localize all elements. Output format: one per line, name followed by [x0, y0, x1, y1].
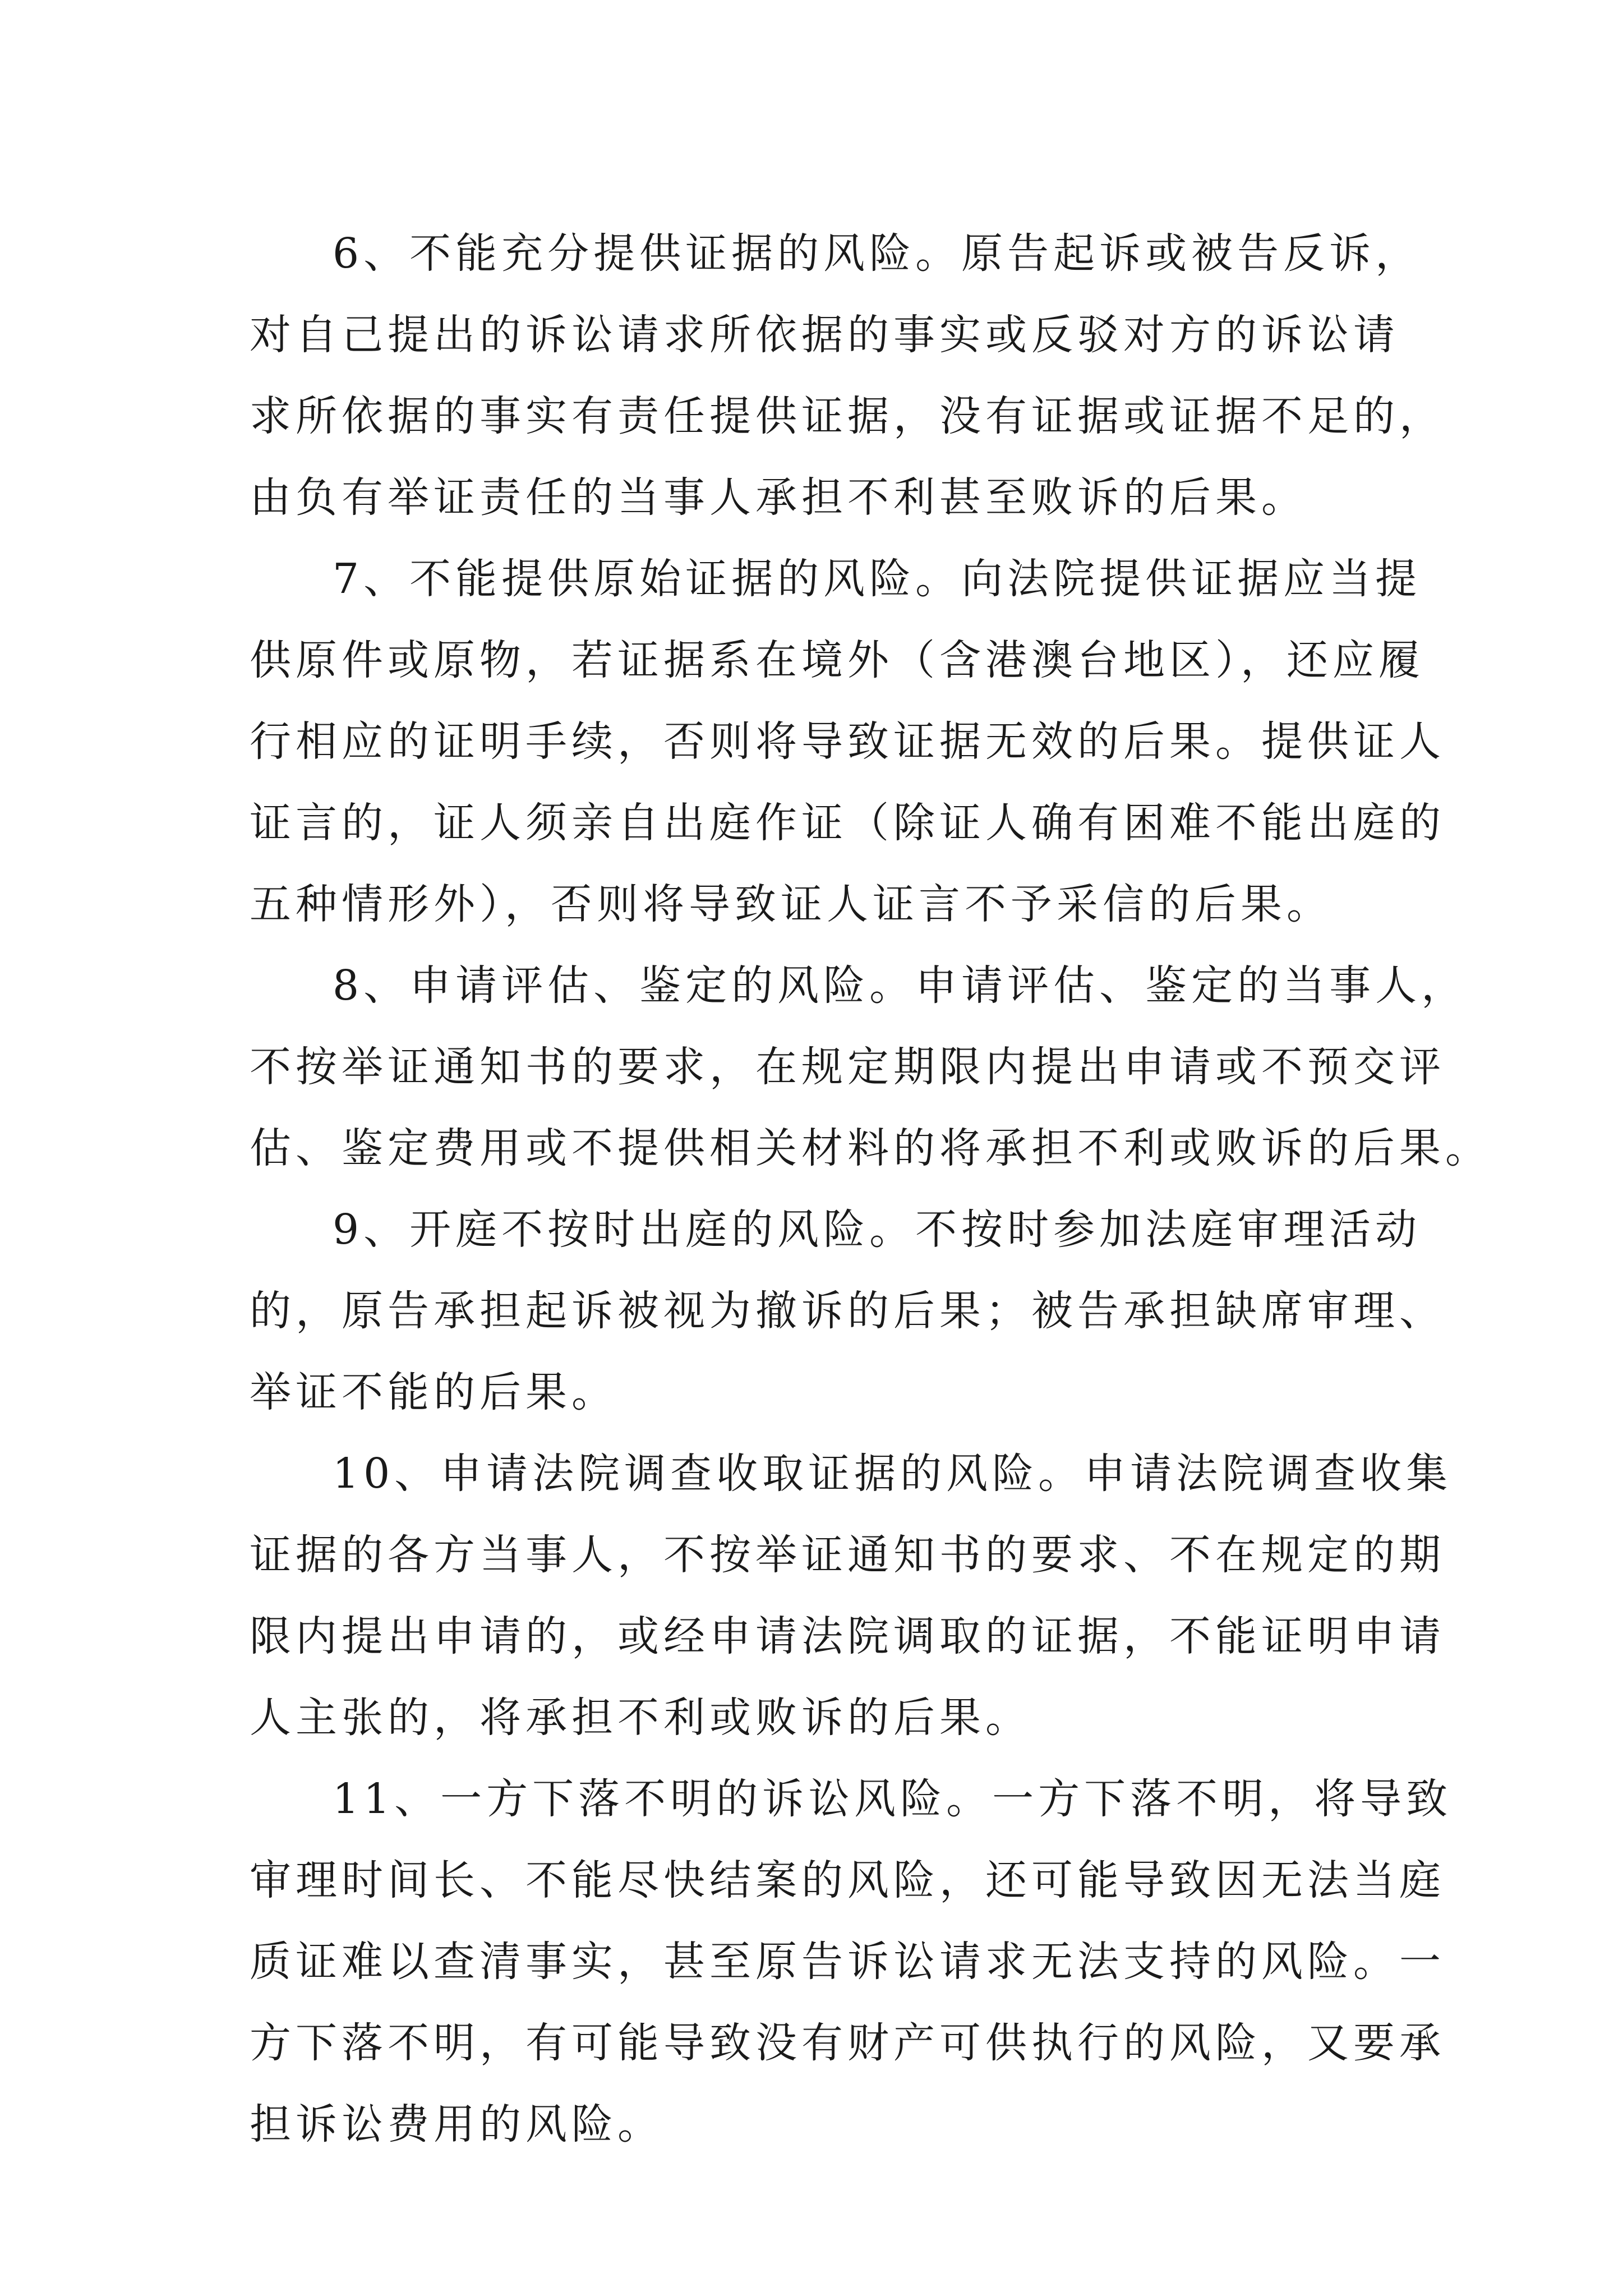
text-line: 质证难以查清事实，甚至原告诉讼请求无法支持的风险。一 — [250, 1938, 1445, 1986]
text-line: 9、开庭不按时出庭的风险。不按时参加法庭审理活动 — [333, 1205, 1422, 1254]
text-line: 不按举证通知书的要求，在规定期限内提出申请或不预交评 — [250, 1043, 1445, 1091]
text-line: 举证不能的后果。 — [250, 1368, 617, 1416]
text-line: 7、不能提供原始证据的风险。向法院提供证据应当提 — [333, 555, 1422, 603]
paragraph-9 — [250, 1189, 1445, 1433]
text-line: 估、鉴定费用或不提供相关材料的将承担不利或败诉的后果。 — [250, 1124, 1491, 1172]
text-line: 担诉讼费用的风险。 — [250, 2100, 663, 2148]
text-line: 供原件或原物，若证据系在境外（含港澳台地区），还应履 — [250, 636, 1424, 684]
text-line: 证据的各方当事人，不按举证通知书的要求、不在规定的期 — [250, 1531, 1445, 1579]
text-line: 限内提出申请的，或经申请法院调取的证据，不能证明申请 — [250, 1612, 1445, 1660]
document-body — [250, 213, 1491, 2165]
paragraph-8 — [250, 945, 1491, 1189]
text-line: 对自己提出的诉讼请求所依据的事实或反驳对方的诉讼请 — [250, 311, 1399, 359]
text-line: 由负有举证责任的当事人承担不利甚至败诉的后果。 — [250, 473, 1307, 522]
text-line: 的，原告承担起诉被视为撤诉的后果；被告承担缺席审理、 — [250, 1287, 1445, 1335]
text-line: 10、申请法院调查收取证据的风险。申请法院调查收集 — [333, 1450, 1453, 1498]
paragraph-11 — [250, 1759, 1453, 2165]
paragraph-10 — [250, 1433, 1453, 1759]
text-line: 人主张的，将承担不利或败诉的后果。 — [250, 1694, 1031, 1742]
text-line: 五种情形外），否则将导致证人证言不予采信的后果。 — [250, 880, 1332, 928]
text-line: 证言的，证人须亲自出庭作证（除证人确有困难不能出庭的 — [250, 799, 1445, 847]
text-line: 11、一方下落不明的诉讼风险。一方下落不明，将导致 — [333, 1775, 1453, 1823]
text-line: 行相应的证明手续，否则将导致证据无效的后果。提供证人 — [250, 717, 1445, 766]
text-line: 6、不能充分提供证据的风险。原告起诉或被告反诉， — [333, 229, 1422, 278]
text-line: 审理时间长、不能尽快结案的风险，还可能导致因无法当庭 — [250, 1856, 1445, 1904]
text-line: 方下落不明，有可能导致没有财产可供执行的风险，又要承 — [250, 2019, 1445, 2067]
text-line: 求所依据的事实有责任提供证据，没有证据或证据不足的， — [250, 392, 1445, 440]
text-line: 8、申请评估、鉴定的风险。申请评估、鉴定的当事人， — [333, 961, 1468, 1010]
paragraph-7 — [250, 539, 1445, 945]
paragraph-6 — [250, 213, 1445, 539]
